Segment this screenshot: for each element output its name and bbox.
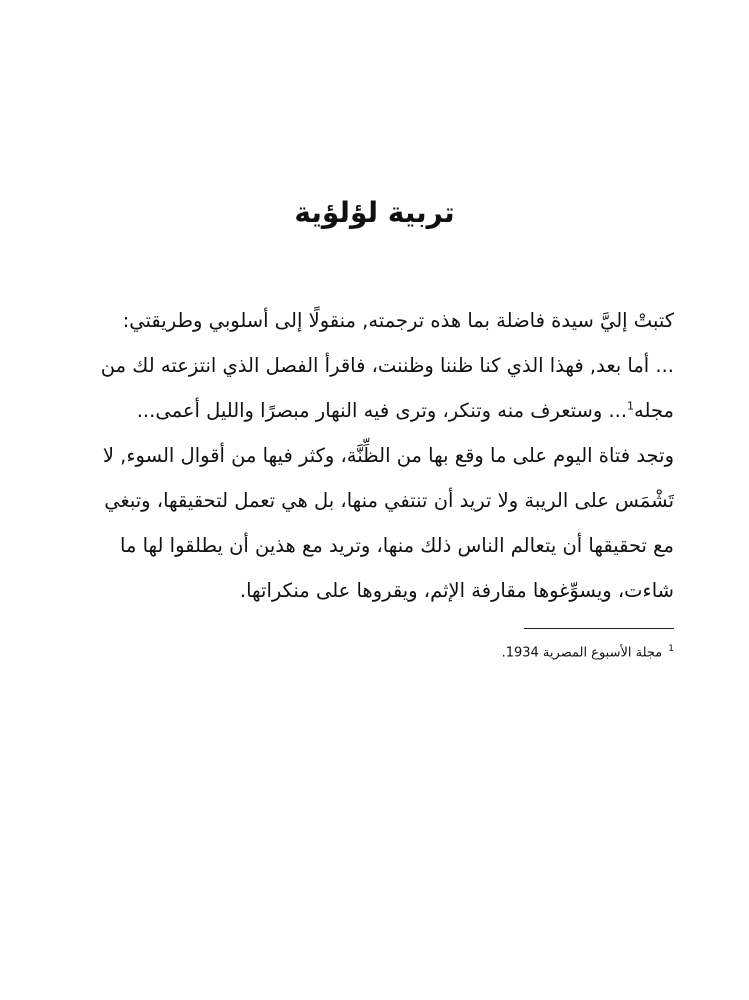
text-line: شاءت، ويسوِّغوها مقارفة الإثم، ويقروها على منكراتها.: [239, 579, 674, 602]
footnote-separator: [524, 628, 674, 629]
footnote-reference: 1: [627, 399, 635, 413]
footnote-text: مجلة الأسبوع المصرية 1934.: [501, 645, 663, 661]
footnote: [300, 640, 674, 662]
text-fragment: مجله: [634, 399, 674, 422]
page-title: تربية لؤلؤية: [294, 196, 455, 229]
text-line: مع تحقيقها أن يتعالم الناس ذلك منها، وتريد مع هذين أن يطلقوا لها ما: [120, 534, 674, 557]
text-line: [74, 388, 674, 433]
text-fragment: ... وستعرف منه وتنكر، وترى فيه النهار مبصرًا والليل أعمى...: [136, 399, 628, 422]
body-paragraph: [74, 298, 674, 613]
text-line: تَشْمَس على الريبة ولا تريد أن تنتفي منها، بل هي تعمل لتحقيقها، وتبغي: [104, 489, 674, 512]
text-line: ... أما بعد, فهذا الذي كنا ظننا وظننت، فاقرأ الفصل الذي انتزعته لك من: [100, 354, 674, 377]
text-line: كتبتْ إليَّ سيدة فاضلة بما هذه ترجمته, منقولًا إلى أسلوبي وطريقتي:: [122, 309, 674, 332]
text-line: وتجد فتاة اليوم على ما وقع بها من الظِّنَّة، وكثر فيها من أقوال السوء, لا: [102, 444, 674, 467]
footnote-marker: 1: [668, 644, 674, 654]
